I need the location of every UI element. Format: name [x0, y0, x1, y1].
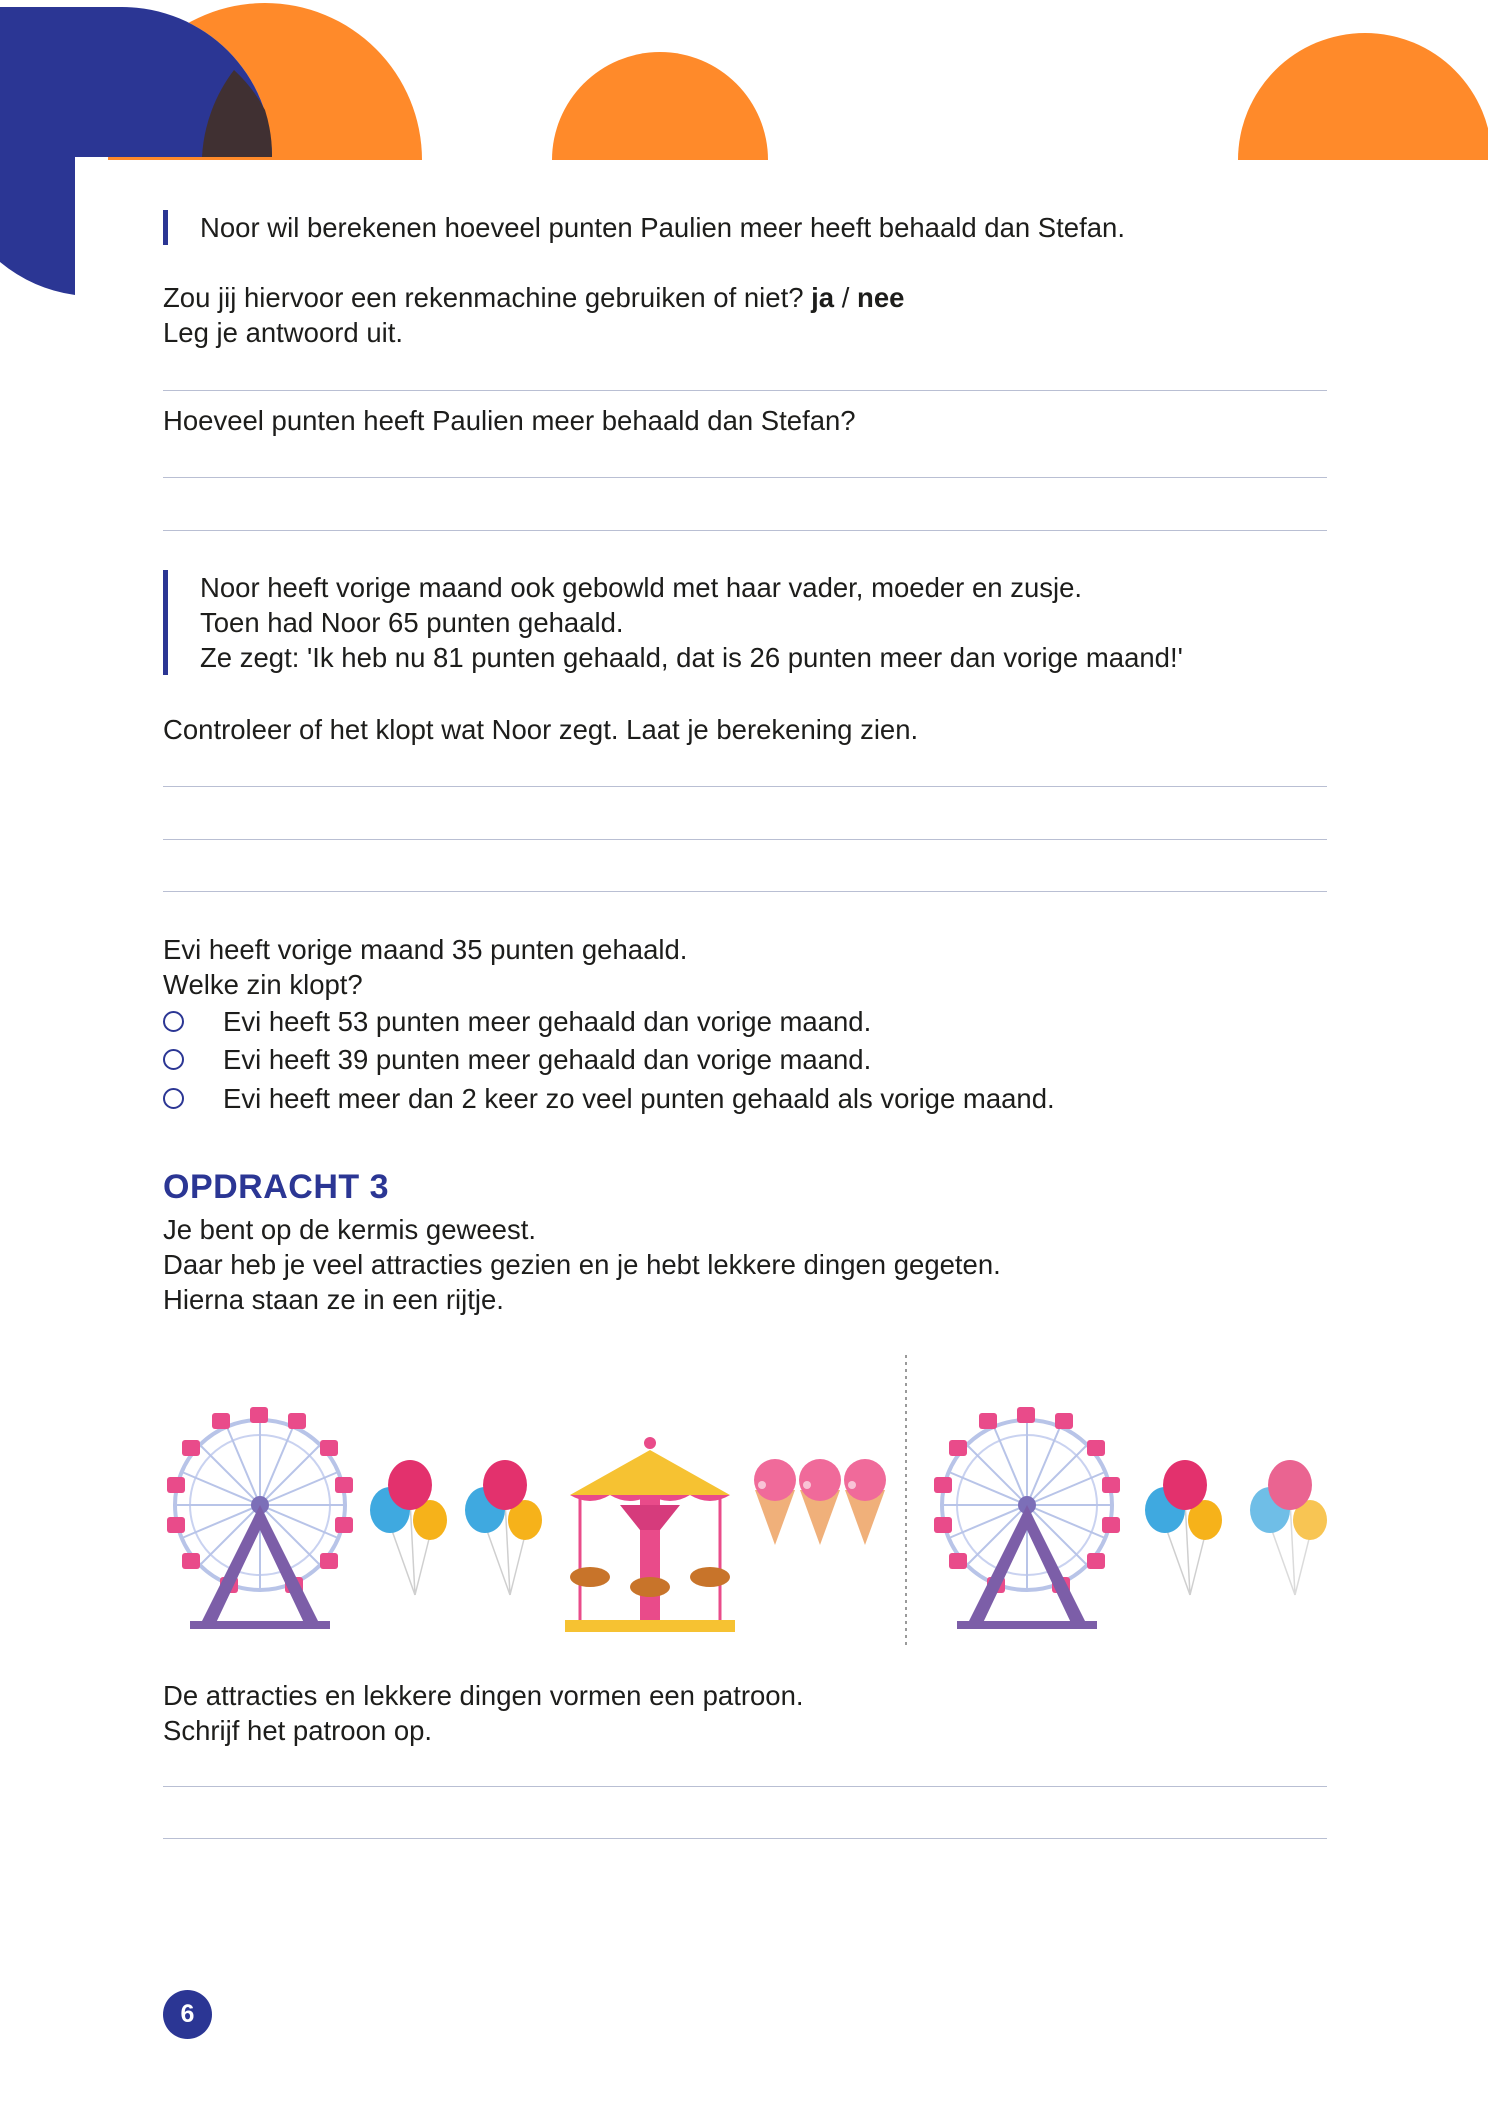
page-body — [0, 160, 1488, 2104]
calculator-question-text — [163, 280, 1325, 315]
opdracht3-intro — [163, 1212, 1325, 1317]
answer-line[interactable] — [163, 891, 1327, 892]
option-2[interactable] — [163, 1042, 871, 1077]
radio-button[interactable] — [163, 1049, 184, 1070]
quote-line: Toen had Noor 65 punten gehaald. — [200, 607, 624, 638]
page-number: 6 — [163, 1990, 212, 2039]
calculator-question — [163, 280, 1325, 350]
option-label: Evi heeft meer dan 2 keer zo veel punten gehaald als vorige maand. — [223, 1083, 1055, 1114]
noor-bowling-quote — [163, 570, 1183, 675]
pattern-task-line: De attracties en lekkere dingen vormen een patroon. — [163, 1680, 804, 1711]
intro-line: Je bent op de kermis geweest. — [163, 1214, 536, 1245]
quote-line: Noor heeft vorige maand ook gebowld met haar vader, moeder en zusje. — [200, 572, 1083, 603]
fair-pattern-illustration — [160, 1355, 1330, 1645]
ice-cream — [844, 1459, 886, 1545]
option-3[interactable] — [163, 1081, 1055, 1116]
pattern-task-line: Schrijf het patroon op. — [163, 1715, 433, 1746]
pattern-task — [163, 1678, 1325, 1748]
radio-button[interactable] — [163, 1088, 184, 1109]
answer-line[interactable] — [163, 1838, 1327, 1839]
noor-intro-text: Noor wil berekenen hoeveel punten Paulien meer heeft behaald dan Stefan. — [200, 212, 1125, 243]
balloons — [370, 1460, 447, 1595]
answer-line[interactable] — [163, 477, 1327, 478]
balloons — [465, 1460, 542, 1595]
ferris-wheel — [167, 1407, 353, 1629]
quote-line: Ze zegt: 'Ik heb nu 81 punten gehaald, dat is 26 punten meer dan vorige maand!' — [200, 642, 1183, 673]
blue-corner-decoration — [0, 0, 300, 300]
answer-line[interactable] — [163, 786, 1327, 787]
question-points-difference-text: Hoeveel punten heeft Paulien meer behaald dan Stefan? — [163, 405, 856, 436]
evi-question — [163, 932, 1325, 1002]
ice-cream — [754, 1459, 796, 1545]
option-label: Evi heeft 39 punten meer gehaald dan vorige maand. — [223, 1044, 872, 1075]
question-points-difference — [163, 403, 1325, 438]
answer-line[interactable] — [163, 390, 1327, 391]
carousel — [565, 1437, 735, 1632]
answer-line[interactable] — [163, 530, 1327, 531]
ice-cream — [799, 1459, 841, 1545]
evi-line-1: Evi heeft vorige maand 35 punten gehaald. — [163, 934, 688, 965]
intro-line: Hierna staan ze in een rijtje. — [163, 1284, 504, 1315]
intro-line: Daar heb je veel attracties gezien en je hebt lekkere dingen gegeten. — [163, 1249, 1001, 1280]
balloons — [1145, 1460, 1222, 1595]
choice-separator: / — [841, 282, 850, 313]
noor-intro-quote — [163, 210, 1125, 245]
ferris-wheel — [934, 1407, 1120, 1629]
option-1[interactable] — [163, 1004, 871, 1039]
answer-line[interactable] — [163, 1786, 1327, 1787]
answer-line[interactable] — [163, 839, 1327, 840]
explain-instruction: Leg je antwoord uit. — [163, 317, 404, 348]
balloons — [1250, 1460, 1327, 1595]
section-heading: OPDRACHT 3 — [163, 1168, 390, 1206]
calculator-question-prefix: Zou jij hiervoor een rekenmachine gebruiken of niet? — [163, 282, 804, 313]
evi-line-2: Welke zin klopt? — [163, 969, 363, 1000]
radio-button[interactable] — [163, 1011, 184, 1032]
check-task-text: Controleer of het klopt wat Noor zegt. Laat je berekening zien. — [163, 714, 919, 745]
option-label: Evi heeft 53 punten meer gehaald dan vorige maand. — [223, 1006, 872, 1037]
choice-no[interactable]: nee — [857, 282, 905, 313]
check-task — [163, 712, 1325, 747]
choice-yes[interactable]: ja — [811, 282, 835, 313]
